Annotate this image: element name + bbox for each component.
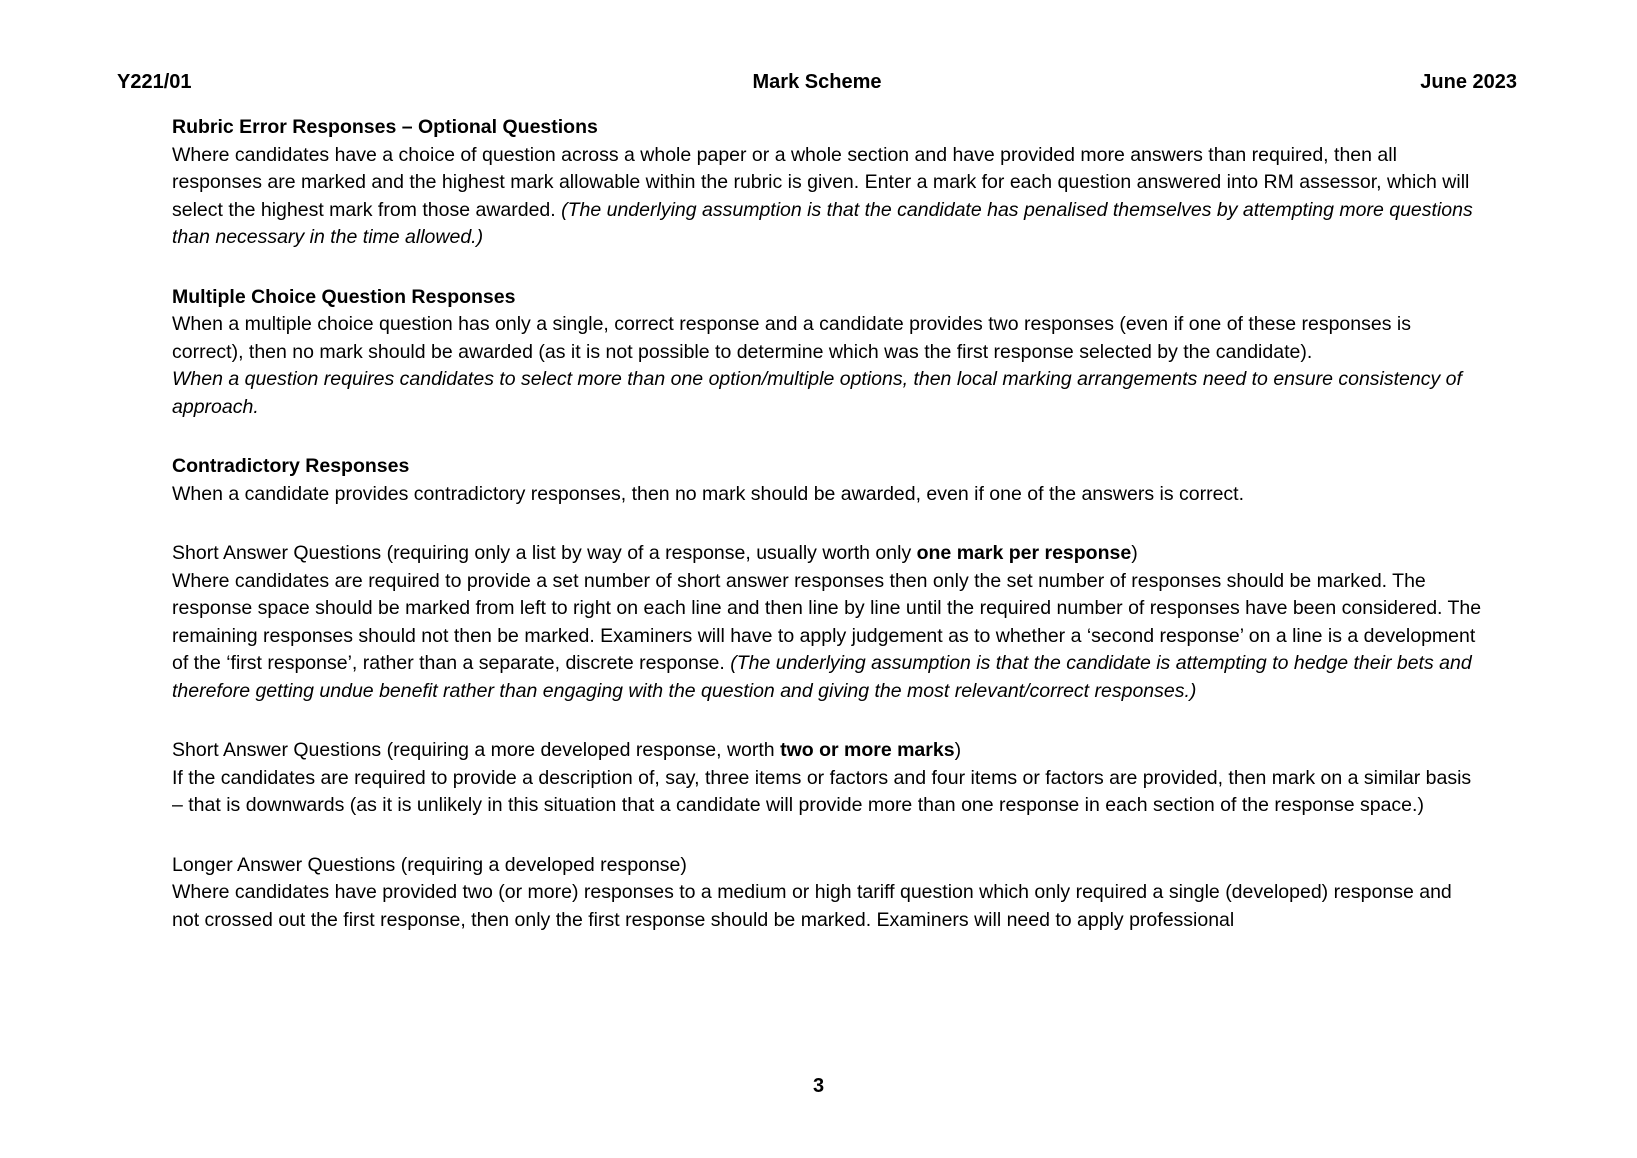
page-footer (0, 1075, 1637, 1098)
section-short-answer-questions-developed (172, 737, 1484, 820)
section-heading (172, 540, 1484, 568)
text-run: Where candidates have provided two (or more) responses to a medium or high tariff question which only required a single (developed) response and not crossed out the first response, then only the first response should be marked. Examiners will need to apply professional (172, 881, 1452, 931)
section-heading (172, 284, 1484, 312)
text-run: When a multiple choice question has only a single, correct response and a candidate provides two responses (even if one of these responses is correct), then no mark should be awarded (as it is not possible to determine which was the first response selected by the candidate). (172, 313, 1411, 363)
text-run: Where candidates have a choice of question across a whole paper or a whole section and have provided more answers than required, then all responses are marked and the highest mark allowable within the rubric is given. Enter a mark for each question answered into RM assessor, which will select the highest mark from those awarded. (172, 143, 1470, 221)
text-run: (The underlying assumption is that the candidate is attempting to hedge their bets and therefore getting undue benefit rather than engaging with the question and giving the most relevant/correct responses.) (172, 652, 1472, 702)
section-paragraph (172, 311, 1484, 366)
header-date: June 2023 (1420, 71, 1517, 93)
text-run: Contradictory Responses (172, 455, 410, 477)
text-run: ) (954, 739, 962, 761)
section-heading (172, 114, 1484, 142)
text-run: Where candidates are required to provide a set number of short answer responses then only the set number of responses should be marked. The response space should be marked from left to right on each line and then line by line until the required number of responses have been considered. The remaining responses should not then be marked. Examiners will have to apply judgement as to whether a ‘second response’ on a line is a development of the ‘first response’, rather than a separate, discrete response. (172, 569, 1482, 674)
page-header (117, 70, 1517, 94)
section-longer-answer-questions (172, 852, 1484, 935)
text-run: If the candidates are required to provide a description of, say, three items or factors and four items or factors are provided, then mark on a similar basis – that is downwards (as it is unlikely in this situation that a candidate will provide more than one response in each section of the response space.) (172, 766, 1472, 816)
section-heading (172, 737, 1484, 765)
section-paragraph (172, 481, 1484, 509)
section-rubric-error-responses (172, 114, 1484, 252)
section-short-answer-questions-list (172, 540, 1484, 705)
text-run: Rubric Error Responses – Optional Questions (172, 116, 598, 138)
text-run: When a question requires candidates to select more than one option/multiple options, then local marking arrangements need to ensure consistency of approach. (172, 368, 1462, 418)
section-contradictory-responses (172, 453, 1484, 508)
section-paragraph (172, 366, 1484, 421)
text-run: Multiple Choice Question Responses (172, 285, 516, 308)
section-paragraph (172, 142, 1484, 252)
section-heading (172, 852, 1484, 880)
text-run: one mark per response (916, 542, 1132, 564)
text-run: (The underlying assumption is that the candidate has penalised themselves by attempting more questions than necessary in the time allowed.) (172, 198, 1473, 248)
text-run: ) (1131, 542, 1138, 564)
header-doc-code: Y221/01 (117, 71, 192, 93)
header-title: Mark Scheme (752, 71, 882, 93)
section-paragraph (172, 879, 1484, 934)
document-body (172, 114, 1484, 934)
section-paragraph (172, 568, 1484, 706)
text-run: Longer Answer Questions (requiring a developed response) (172, 853, 687, 876)
page-number: 3 (812, 1075, 825, 1097)
section-heading (172, 453, 1484, 481)
text-run: Short Answer Questions (requiring a more developed response, worth (172, 739, 781, 761)
section-multiple-choice-question-responses (172, 284, 1484, 422)
text-run: Short Answer Questions (requiring only a list by way of a response, usually worth only (172, 542, 917, 564)
section-paragraph (172, 765, 1484, 820)
text-run: When a candidate provides contradictory responses, then no mark should be awarded, even if one of the answers is correct. (172, 482, 1245, 505)
text-run: two or more marks (780, 739, 955, 761)
